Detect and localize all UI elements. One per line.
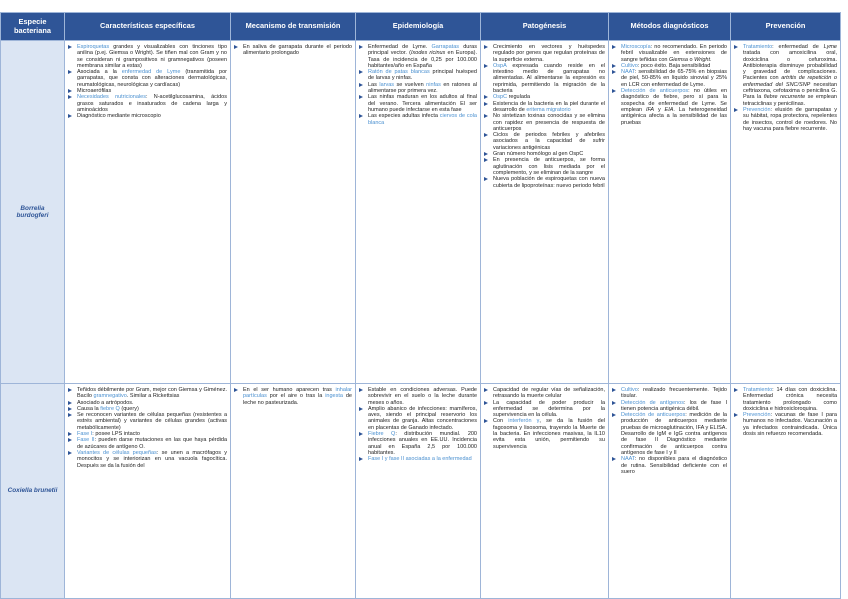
text-run: Crecimiento en vectores y huéspedes regulado por genes que regulan proteínas de la superficie externa. [493, 44, 605, 63]
text-run: : enfermedad de [772, 44, 824, 50]
bullet-item [612, 400, 727, 413]
highlighted-term: inhalar partículas [243, 387, 352, 400]
species-cell [1, 384, 65, 599]
highlighted-term: Microscopía [621, 44, 651, 50]
caracteristicas-list [68, 387, 227, 469]
text-run: : pueden darse mutaciones en las que haya pérdida de azúcares de antígeno O. [77, 437, 227, 450]
prevencion-list [734, 387, 837, 437]
text-run: No sintetizan toxinas conocidas y se elimina con rapidez en presencia de respuesta de anticuerpos [493, 113, 605, 132]
text-run: : los de fase I tienen potencia antigénica débil. [621, 399, 727, 412]
text-run: : distribución mundial. 200 infecciones anuales en EE.UU. Incidencia anual en España 2,5 por 100.000 habitantes. [368, 431, 477, 456]
highlighted-term: Tratamiento [743, 387, 773, 393]
text-run: Asociada a la [77, 69, 122, 76]
bullet-item [68, 437, 227, 450]
caracteristicas-cell [65, 384, 231, 599]
text-run: Se reconocen variantes de células pequeñas (resistentes a estrés ambiental) y variantes de células grandes (activas metabólicamente) [77, 412, 227, 431]
text-run: por el aire o tras la [266, 393, 326, 400]
header-row [1, 13, 841, 41]
highlighted-term: ninfas [426, 81, 441, 88]
text-run: Amplio abanico de infecciones: mamíferos, aves, siendo el principal reservorio los animales de granja. Altas concentraciones en placentas de Ganado infectado. [368, 405, 477, 431]
italic-text: IFA [645, 106, 655, 113]
highlighted-term: larvas [379, 81, 395, 88]
header-caracteristicas: Características específicas [65, 13, 231, 41]
header-patogenesis: Patogénesis [481, 13, 609, 41]
species-cell [1, 41, 65, 384]
text-run: Capacidad de regular vías de señalización, retrasando la muerte celular [493, 387, 605, 400]
bullet-item [359, 387, 477, 406]
bullet-item [484, 101, 605, 114]
text-run: regulada [507, 94, 530, 101]
bullet-item [484, 157, 605, 176]
text-run: : N-acetilglucosamina, ácidos grasos saturados e insaturados de cadena larga y aminoácidos [77, 94, 227, 113]
italic-text: artritis de repetición o enfermedad del SNC/SNP [743, 75, 837, 88]
highlighted-term: NAAT [621, 456, 635, 463]
header-mecanismo: Mecanismo de transmisión [231, 13, 356, 41]
bullet-item [68, 450, 227, 469]
bullet-item [68, 113, 227, 119]
bullet-item [68, 69, 227, 88]
bullet-item [612, 456, 727, 475]
text-run: Estable en condiciones adversas. Puede sobrevivir en el suelo o la leche durante meses o años. [368, 387, 477, 406]
species-name: Coxiella brunetii [7, 487, 58, 495]
patogenesis-list [484, 44, 605, 189]
prevencion-cell [731, 384, 841, 599]
bullet-item [359, 431, 477, 456]
highlighted-term: Fase II [77, 437, 95, 444]
text-run: : 14 días con doxiciclina. Enfermedad crónica necesita tratamiento prolongado como doxiciclina e hidroxicloroquina. [743, 387, 837, 412]
mecanismo-list [234, 387, 352, 406]
text-run: Microaerófilas [77, 88, 112, 95]
text-run: se emplean tetraciclinas y penicilinas. [743, 94, 837, 107]
highlighted-term: Espiroquetas [77, 44, 110, 50]
bullet-item [734, 387, 837, 412]
highlighted-term: ciervos de cola blanca [368, 113, 477, 126]
italic-text: fiebre recurrente [763, 94, 806, 101]
highlighted-term: Cultivo [621, 387, 638, 393]
text-run: , se da la fusión del fagosoma y lisosoma, trayendo la Muerte de la bacteria. En infecciones masivas, la IL10 evita esta unión, permitiendo su supervivencia [493, 418, 605, 450]
caracteristicas-cell [65, 41, 231, 384]
highlighted-term: Detección de anticuerpos [621, 88, 689, 95]
bullet-item [612, 88, 727, 126]
text-run: necesitan ceftriaxona, cefotaxima o penicilina G. Para la [743, 81, 838, 101]
italic-text: Giemsa [669, 56, 688, 63]
bullet-item [359, 94, 477, 113]
highlighted-term: OspC [493, 94, 508, 101]
patogenesis-list [484, 387, 605, 450]
highlighted-term: fiebre Q [100, 405, 120, 412]
bullet-item [484, 63, 605, 94]
text-run: : no disponibles para el diagnóstico de rutina. Sensibilidad deficiente con el suero [621, 456, 727, 475]
highlighted-term: gramnegativo [93, 393, 127, 400]
text-run: (query) [119, 405, 139, 412]
text-run: Las especies adultas infecta [368, 113, 440, 120]
bullet-item [734, 44, 837, 107]
epidemiologia-cell [356, 384, 481, 599]
highlighted-term: Necesidades nutricionales [77, 94, 146, 101]
prevencion-list [734, 44, 837, 132]
highlighted-term: Prevención [743, 412, 771, 419]
diagnostico-list [612, 44, 727, 126]
bullet-item [359, 113, 477, 126]
bullet-item [484, 400, 605, 419]
bullet-item [734, 412, 837, 437]
text-run: expresada cuando reside en el intestino medio de garrapatas no alimentadas. Al alimentarse la expresión es reprimida, permitiendo la migración de la bacteria [493, 62, 605, 95]
text-run: Las [368, 81, 380, 88]
bullet-item [359, 69, 477, 82]
text-run: de leche no pasteurizada. [243, 393, 352, 406]
text-run: . La heterogeneidad antigénica afecta a la sensibilidad de las pruebas [621, 106, 727, 126]
header-epidemiologia: Epidemiología [356, 13, 481, 41]
text-run: En saliva de garrapata durante el periodo alimentario prolongado [243, 44, 352, 57]
diagnostico-list [612, 387, 727, 475]
bullet-item [68, 412, 227, 431]
bullet-item [484, 418, 605, 449]
highlighted-term: interferón γ [508, 418, 540, 425]
italic-text: Ixodes ricinus [410, 50, 446, 57]
text-run: Enfermedad de Lyme. [368, 44, 432, 50]
bullet-item [612, 387, 727, 400]
text-run: Diagnóstico mediante microscopio [77, 113, 161, 120]
bullet-item [612, 44, 727, 63]
text-run: tratada con amoxicilina oral, doxiciclina o cefuroxima. Antibioterapia disminuye probabilidad y gravedad de complicaciones. Pacientes con [743, 50, 837, 82]
highlighted-term: Variantes de células pequeñas [77, 449, 157, 456]
highlighted-term: Prevención [743, 106, 771, 113]
bullet-item [734, 107, 837, 132]
highlighted-term: Ratón de patas blancas [368, 69, 430, 76]
highlighted-term: Fase I y fase II asociadas a la enfermedad [368, 456, 472, 463]
italic-text: Lyme [823, 44, 837, 50]
species-name: Borrelia burdogferi [16, 205, 49, 219]
text-run: (transmitida por garrapatas, que consta con alteraciones dermatológicas, reumatológicas, neurológicas y cardíacas) [77, 69, 227, 88]
bullet-item [68, 94, 227, 113]
epidemiologia-list [359, 44, 477, 126]
text-run: grandes y visualizables con tinciones tipo anilina (p.ej. Giemsa o Wright). Se tiñen mal con Gram y no se consideran ni grampositivos ni gramnegativos (poseen membrana similar a estas) [77, 44, 227, 69]
text-run: . [709, 56, 712, 63]
bullet-item [359, 406, 477, 431]
bullet-item [359, 456, 477, 462]
bullet-item [612, 412, 727, 456]
text-run: : no útiles en diagnóstico de fiebre, pero sí para la sospecha de enfermedad de Lyme. Se emplean [621, 88, 727, 113]
highlighted-term: Detección de anticuerpos [621, 412, 686, 419]
text-run: : posee LPS intacto [92, 431, 140, 438]
bullet-item [68, 44, 227, 69]
text-run: . Similar a Rickettsias [126, 393, 180, 400]
bullet-item [359, 44, 477, 69]
highlighted-term: ingesta [325, 393, 343, 400]
text-run: en Europa). Tasa de incidencia de 0,25 por 100.000 habitantes/año en España [368, 50, 477, 69]
text-run: : realizado frecuentemente. Tejido tisular. [621, 387, 727, 400]
text-run: Nueva población de espiroquetas con nueva cubierta de lipoproteínas: nuevo periodo febril [493, 176, 605, 189]
prevencion-cell [731, 41, 841, 384]
header-especie: Especie bacteriana [1, 13, 65, 41]
header-prevencion: Prevención [731, 13, 841, 41]
highlighted-term: Tratamiento [743, 44, 773, 50]
row-borrelia [1, 41, 841, 384]
epidemiologia-list [359, 387, 477, 463]
text-run: : elusión de garrapatas y su hábitat, ropa protectora, repelentes de insectos, control de roedores. No hay vacuna para fiebre recurrente. [743, 106, 837, 132]
text-run: : no recomendado. En periodo febril visualizable en extensiones de sangre teñidas con [621, 44, 727, 63]
text-run: Existencia de la bacteria en la piel durante el desarrollo de [493, 100, 605, 113]
epidemiologia-cell [356, 41, 481, 384]
italic-text: EIA [664, 106, 674, 113]
text-run: Con [493, 418, 509, 425]
diagnostico-cell [609, 384, 731, 599]
text-run: En presencia de anticuerpos, se forma aglutinación con lisis mediada por el complemento, y se eliminan de la sangre [493, 157, 605, 176]
text-run: y [654, 106, 665, 113]
text-run: en ratones al alimentarse por primera vez. [368, 81, 477, 95]
caracteristicas-list [68, 44, 227, 120]
text-run: : vacunas de fase I para humanos no infectados. Vacunación a ya infectados contraindicada. Única dosis sin refuerzo recomendada. [743, 412, 837, 438]
mecanismo-list [234, 44, 352, 57]
text-run: Teñidos débilmente por Gram, mejor con Giemsa y Giménez. Bacilo [77, 387, 227, 400]
highlighted-term: Fase I [77, 431, 93, 438]
text-run: Las ninfas maduran en los adultos al final del verano. Tercera alimentación El ser humano puede infectarse en esta fase [368, 94, 477, 113]
bullet-item [359, 82, 477, 95]
text-run: En el ser humano aparecen tras [243, 387, 336, 393]
highlighted-term: Cultivo [621, 62, 638, 69]
highlighted-term: OspA [493, 62, 507, 69]
bullet-item [484, 176, 605, 189]
italic-text: Wright [694, 56, 710, 63]
text-run: Asociado a artrópodos. [77, 399, 134, 406]
diagnostico-cell [609, 41, 731, 384]
bullet-item [484, 132, 605, 151]
bacteria-comparison-table [0, 12, 841, 599]
highlighted-term: eritema migratorio [526, 106, 571, 113]
text-run: duras principal vector. ( [368, 44, 477, 57]
bullet-item [234, 387, 352, 406]
text-run: : poco éxito. Baja sensibilidad [637, 62, 711, 69]
text-run: se vuelven [394, 81, 427, 88]
text-run: principal huésped de larvas y ninfas. [368, 69, 477, 82]
bullet-item [612, 69, 727, 88]
highlighted-term: enfermedad de Lyme [121, 69, 181, 76]
text-run: Ciclos de periodos febriles y afebriles asociados a la capacidad de sufrir variaciones antigénicas [493, 132, 605, 151]
bullet-item [484, 387, 605, 400]
text-run: : sensibilidad de 65-75% en biopsias de piel, 50-85% en líquido sinovial y 25% en LCR con enfermedad de Lyme. [621, 69, 727, 88]
text-run: o [687, 56, 695, 63]
text-run: La capacidad de poder producir la enfermedad se determina por la supervivencia en la célula. [493, 399, 605, 419]
mecanismo-cell [231, 384, 356, 599]
header-diagnostico: Métodos diagnósticos [609, 13, 731, 41]
text-run: Causa la [77, 405, 101, 412]
bullet-item [484, 113, 605, 132]
bullet-item [484, 44, 605, 63]
bullet-item [68, 387, 227, 400]
row-coxiella [1, 384, 841, 599]
patogenesis-cell [481, 384, 609, 599]
text-run: : medición de la producción de anticuerpos mediante pruebas de microaglutinación, IFA y ELISA. Desarrollo de IgM e IgG contra antígenos de fase II Diagnóstico mediante confirmación de anticuerpos contra antígenos de fase I y II [621, 412, 727, 456]
mecanismo-cell [231, 41, 356, 384]
patogenesis-cell [481, 41, 609, 384]
highlighted-term: NAAT [621, 69, 635, 76]
text-run: Gran número homólogo al gen OspC [493, 151, 584, 158]
highlighted-term: Fiebre Q [368, 431, 396, 438]
text-run: : se unen a macrófagos y monocitos y se interiorizan en una vacuola fagocítica. Después se da la fusión del [77, 449, 228, 469]
bullet-item [234, 44, 352, 57]
highlighted-term: Garrapatas [431, 44, 460, 50]
highlighted-term: Detección de antígenos [621, 399, 684, 406]
